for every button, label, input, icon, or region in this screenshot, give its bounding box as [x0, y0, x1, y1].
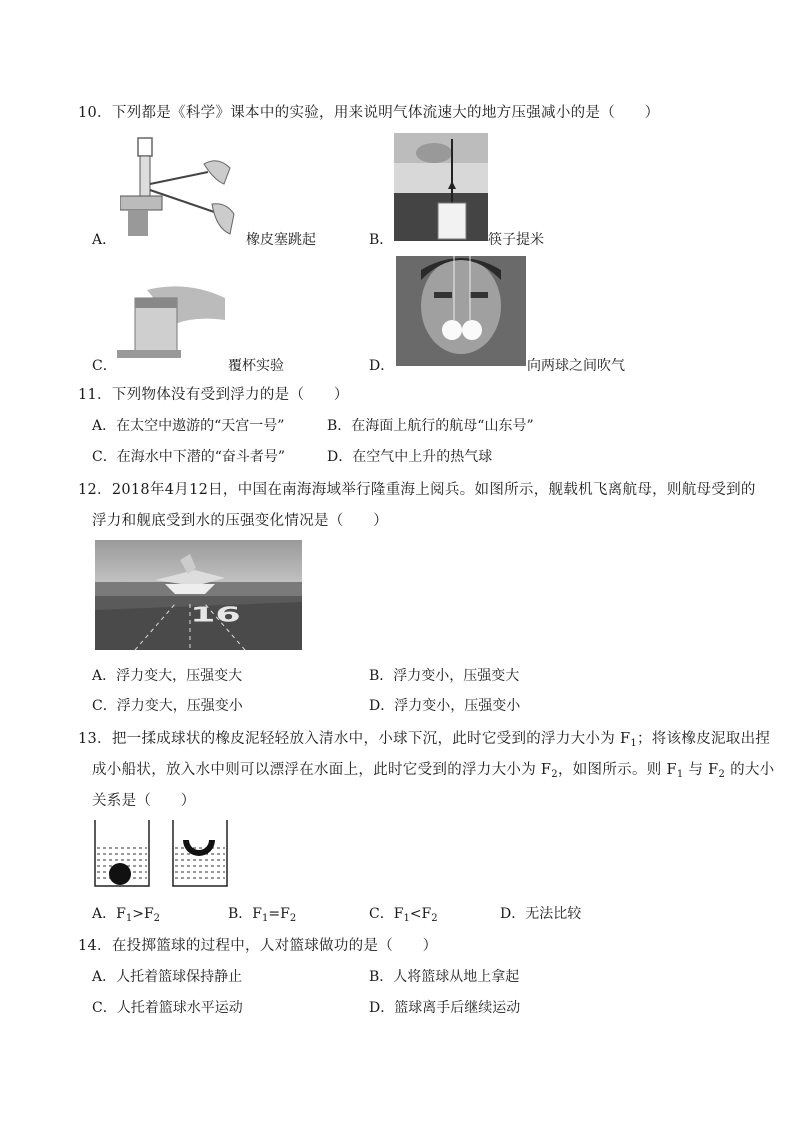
q11-option-c: C．在海水中下潜的“奋斗者号” — [92, 449, 286, 465]
q10-figure-d — [396, 256, 526, 366]
q12-deck-number: 16 — [190, 601, 241, 627]
q14-option-b: B．人将篮球从地上拿起 — [369, 969, 520, 985]
q13-option-d: D．无法比较 — [500, 906, 582, 922]
q10-option-c-letter: C． — [92, 358, 117, 374]
q10-figure-b — [394, 133, 488, 241]
q10-option-d-letter: D． — [369, 358, 395, 374]
q13-stem-line2: 成小船状，放入水中则可以漂浮在水面上，此时它受到的浮力大小为 $F_2$，如图所示。则 $F_1$ 与 $F_2$ 的大小 — [92, 762, 775, 780]
q10-figure-c — [117, 280, 225, 358]
q11-stem: 11．下列物体没有受到浮力的是（ ） — [78, 387, 349, 403]
q14-stem: 14．在投掷篮球的过程中，人对篮球做功的是（ ） — [78, 938, 438, 954]
q10-figure-a — [120, 136, 238, 240]
q10-option-a-letter: A． — [92, 232, 117, 248]
q13-option-c: C．$F_1<F_2$ — [369, 906, 438, 924]
q13-figure-floating-boat — [171, 820, 231, 888]
q13-option-a: A．$F_1>F_2$ — [92, 906, 161, 924]
q14-option-c: C．人托着篮球水平运动 — [92, 1000, 243, 1016]
q11-option-b: B．在海面上航行的航母“山东号” — [327, 418, 534, 434]
q12-figure-carrier — [95, 540, 302, 650]
q13-figure-sunk-ball — [93, 820, 153, 888]
q10-option-b-caption: 筷子提米 — [488, 232, 544, 248]
q11-option-d: D．在空气中上升的热气球 — [327, 449, 493, 465]
q12-stem-line2: 浮力和舰底受到水的压强变化情况是（ ） — [92, 513, 388, 529]
q13-option-b: B．$F_1=F_2$ — [228, 906, 297, 924]
q10-option-b-letter: B． — [369, 232, 394, 248]
q10-option-d-caption: 向两球之间吹气 — [527, 358, 625, 374]
q10-option-a-caption: 橡皮塞跳起 — [246, 232, 316, 248]
q14-option-d: D．篮球离手后继续运动 — [369, 1000, 521, 1016]
q10-option-c-caption: 覆杯实验 — [228, 358, 284, 374]
q10-stem: 10．下列都是《科学》课本中的实验，用来说明气体流速大的地方压强减小的是（ ） — [78, 105, 660, 121]
q12-option-b: B．浮力变小，压强变大 — [369, 668, 520, 684]
q12-stem-line1: 12．2018年4月12日，中国在南海海域举行隆重海上阅兵。如图所示，舰载机飞离航母，则航母受到的 — [78, 482, 756, 498]
q14-option-a: A．人托着篮球保持静止 — [92, 969, 243, 985]
q12-option-c: C．浮力变大，压强变小 — [92, 698, 243, 714]
q13-stem-line3: 关系是（ ） — [92, 793, 196, 809]
q12-option-d: D．浮力变小，压强变小 — [369, 698, 521, 714]
q13-stem-line1: 13．把一揉成球状的橡皮泥轻轻放入清水中，小球下沉，此时它受到的浮力大小为 $F_1$；将该橡皮泥取出捏 — [78, 731, 771, 749]
q12-option-a: A．浮力变大，压强变大 — [92, 668, 243, 684]
q11-option-a: A．在太空中遨游的“天宫一号” — [92, 418, 285, 434]
